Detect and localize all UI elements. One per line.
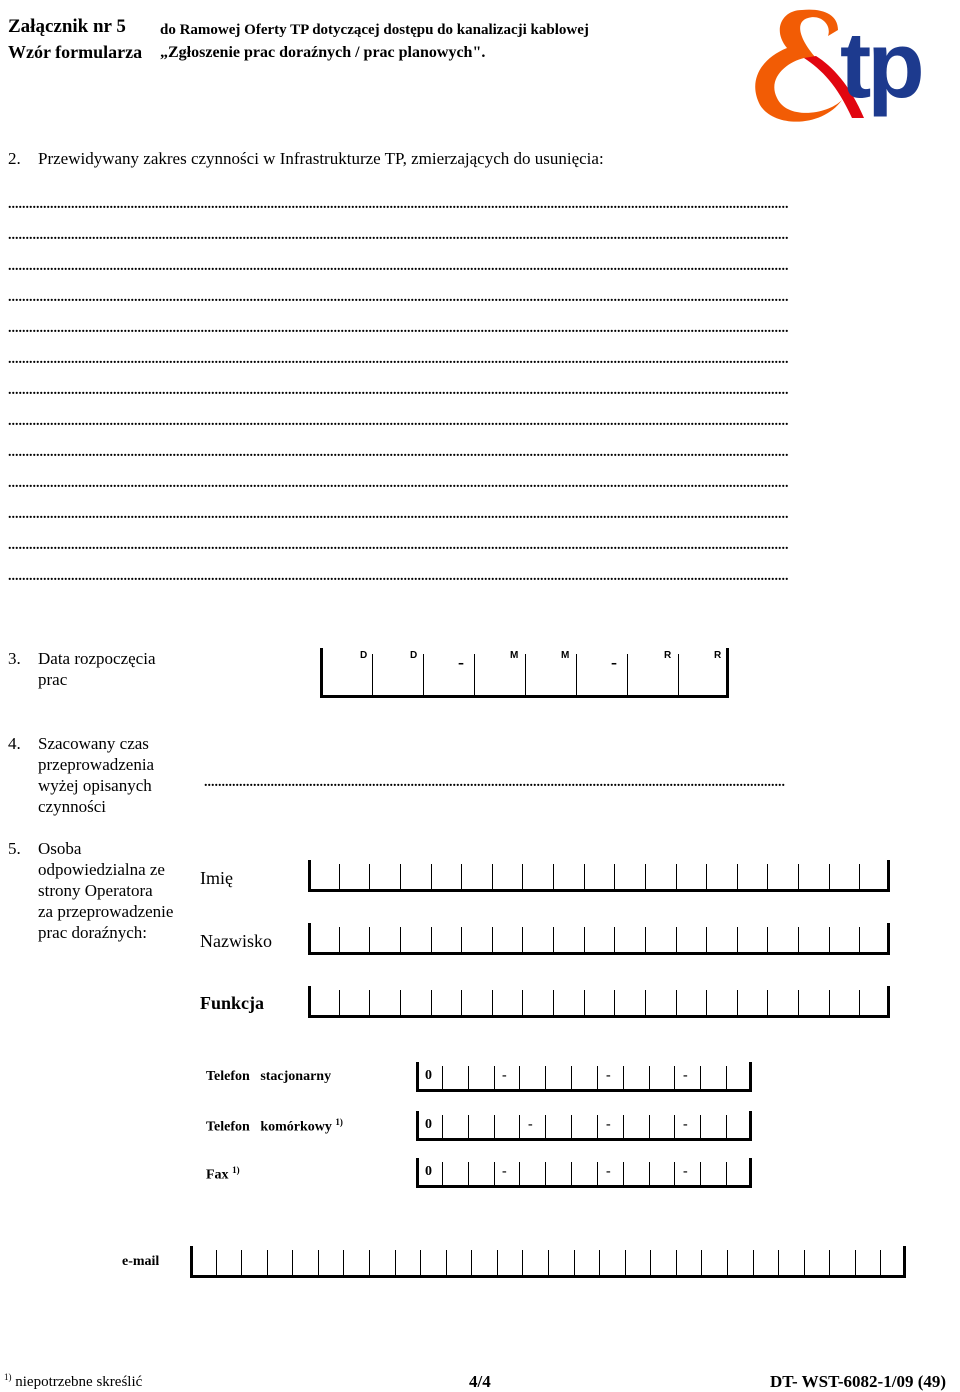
- field-cell-divider: [343, 1250, 344, 1275]
- field-cell-divider: [753, 1250, 754, 1275]
- email-field[interactable]: [190, 1246, 906, 1278]
- section4-line-3: wyżej opisanych: [38, 776, 152, 795]
- field-cell-divider: [645, 990, 646, 1015]
- field-cell-divider: [442, 1115, 443, 1138]
- dotted-line[interactable]: ...............................................................................................................................................................................................................................: [8, 260, 789, 274]
- field-cell-divider: [400, 864, 401, 889]
- section2-text: Przewidywany zakres czynności w Infrastrukturze TP, zmierzających do usunięcia:: [38, 149, 604, 168]
- section5-line-3: strony Operatora: [38, 881, 153, 900]
- field-cell-divider: [395, 1250, 396, 1275]
- field-cell-divider: [614, 927, 615, 952]
- field-cell-divider: [798, 927, 799, 952]
- footnote-mark: 1): [4, 1372, 12, 1382]
- dotted-line[interactable]: ...............................................................................................................................................................................................................................: [8, 446, 789, 460]
- field-cell-divider: [400, 927, 401, 952]
- dotted-line[interactable]: ...............................................................................................................................................................................................................................: [8, 477, 789, 491]
- field-cell-divider: [676, 864, 677, 889]
- last-name-field[interactable]: [308, 923, 890, 955]
- field-cell-divider: [649, 1162, 650, 1185]
- dotted-line[interactable]: ...............................................................................................................................................................................................................................: [8, 353, 789, 367]
- logo-text: tp: [840, 12, 921, 117]
- date-sep-2: -: [611, 652, 617, 672]
- field-cell-divider: [461, 864, 462, 889]
- field-cell-divider: [829, 990, 830, 1015]
- field-cell-divider: [571, 1066, 572, 1089]
- section4-line-2: przeprowadzenia: [38, 755, 155, 774]
- field-cell-divider: [442, 1066, 443, 1089]
- field-cell-divider: [706, 990, 707, 1015]
- field-cell-divider: [584, 990, 585, 1015]
- field-cell-divider: [804, 1250, 805, 1275]
- section3-number: 3.: [8, 649, 21, 668]
- first-name-field[interactable]: [308, 860, 890, 892]
- field-edge: [308, 860, 311, 892]
- function-field[interactable]: [308, 986, 890, 1018]
- field-edge: [749, 1111, 752, 1141]
- field-cell-divider: [553, 927, 554, 952]
- field-cell-divider: [420, 1250, 421, 1275]
- section5-number: 5.: [8, 839, 21, 858]
- field-edge: [749, 1062, 752, 1092]
- field-cell-divider: [574, 1250, 575, 1275]
- field-cell-divider: [829, 864, 830, 889]
- field-cell-divider: [737, 864, 738, 889]
- phone-mobile-footnote: 1): [335, 1117, 343, 1127]
- field-cell-divider: [519, 1066, 520, 1089]
- field-cell-divider: [767, 927, 768, 952]
- field-baseline: [416, 1138, 752, 1141]
- separator-dash: -: [502, 1068, 507, 1083]
- field-cell-divider: [494, 1115, 495, 1138]
- field-cell-divider: [623, 1115, 624, 1138]
- date-cell-d1: D: [360, 650, 368, 661]
- field-cell-divider: [492, 927, 493, 952]
- page-number: 4/4: [469, 1372, 491, 1391]
- field-cell-divider: [339, 864, 340, 889]
- document-id: DT- WST-6082-1/09 (49): [770, 1372, 947, 1391]
- field-cell-divider: [726, 1066, 727, 1089]
- field-cell-divider: [737, 990, 738, 1015]
- section5-line-1: Osoba: [38, 839, 82, 858]
- dotted-line[interactable]: ...............................................................................................................................................................................................................................: [8, 415, 789, 429]
- field-cell-divider: [241, 1250, 242, 1275]
- field-cell-divider: [267, 1250, 268, 1275]
- first-name-label: Imię: [200, 868, 233, 888]
- field-cell-divider: [519, 1162, 520, 1185]
- phone-mobile-field[interactable]: [416, 1111, 752, 1141]
- field-cell-divider: [798, 990, 799, 1015]
- field-edge: [749, 1158, 752, 1188]
- header-subtitle-1: do Ramowej Oferty TP dotyczącej dostępu do kanalizacji kablowej: [160, 22, 589, 38]
- field-cell-divider: [571, 1115, 572, 1138]
- field-cell-divider: [614, 864, 615, 889]
- field-cell-divider: [597, 1162, 598, 1185]
- field-cell-divider: [767, 864, 768, 889]
- field-cell-divider: [597, 1115, 598, 1138]
- date-cell-r1: R: [664, 650, 672, 661]
- separator-dash: -: [528, 1117, 533, 1132]
- field-cell-divider: [497, 1250, 498, 1275]
- date-cell-r2: R: [714, 650, 722, 661]
- date-sep-1: -: [458, 652, 464, 672]
- field-cell-divider: [829, 927, 830, 952]
- field-cell-divider: [468, 1066, 469, 1089]
- field-cell-divider: [649, 1066, 650, 1089]
- field-cell-divider: [645, 864, 646, 889]
- field-cell-divider: [369, 1250, 370, 1275]
- dotted-line[interactable]: ...............................................................................................................................................................................................................................: [8, 229, 789, 243]
- section4-line-1: Szacowany czas: [38, 734, 149, 753]
- dotted-line[interactable]: ...............................................................................................................................................................................................................................: [8, 322, 789, 336]
- function-label: Funkcja: [200, 993, 265, 1013]
- field-baseline: [190, 1275, 906, 1278]
- form-label: Wzór formularza: [8, 42, 143, 62]
- field-cell-divider: [492, 990, 493, 1015]
- field-cell-divider: [700, 1115, 701, 1138]
- field-cell-divider: [649, 1115, 650, 1138]
- date-cell-m1: M: [510, 650, 519, 661]
- field-cell-divider: [545, 1066, 546, 1089]
- field-cell-divider: [706, 864, 707, 889]
- footnote-text: niepotrzebne skreślić: [15, 1374, 143, 1390]
- field-cell-divider: [553, 990, 554, 1015]
- dotted-line[interactable]: ...............................................................................................................................................................................................................................: [8, 291, 789, 305]
- field-cell-divider: [676, 1250, 677, 1275]
- field-cell-divider: [859, 864, 860, 889]
- field-cell-divider: [494, 1162, 495, 1185]
- prefix-zero: 0: [425, 1117, 432, 1132]
- field-edge: [903, 1246, 906, 1278]
- field-cell-divider: [645, 927, 646, 952]
- section2-number: 2.: [8, 149, 21, 168]
- field-cell-divider: [737, 927, 738, 952]
- field-cell-divider: [492, 864, 493, 889]
- last-name-label: Nazwisko: [200, 931, 272, 951]
- tp-logo: [742, 0, 952, 130]
- field-cell-divider: [584, 927, 585, 952]
- field-cell-divider: [461, 927, 462, 952]
- field-cell-divider: [767, 990, 768, 1015]
- field-cell-divider: [548, 1250, 549, 1275]
- section4-line-4: czynności: [38, 797, 106, 816]
- field-cell-divider: [700, 1162, 701, 1185]
- field-cell-divider: [584, 864, 585, 889]
- field-cell-divider: [369, 990, 370, 1015]
- field-cell-divider: [216, 1250, 217, 1275]
- dotted-line[interactable]: ...............................................................................................................................................................................................................................: [8, 570, 789, 584]
- separator-dash: -: [683, 1164, 688, 1179]
- section5-line-2: odpowiedzialna ze: [38, 860, 165, 879]
- field-edge: [416, 1062, 419, 1092]
- field-cell-divider: [461, 990, 462, 1015]
- field-cell-divider: [400, 990, 401, 1015]
- section5-line-4: za przeprowadzenie: [38, 902, 174, 921]
- dotted-line[interactable]: ...............................................................................................................................................................................................................................: [8, 539, 789, 553]
- field-cell-divider: [522, 864, 523, 889]
- field-cell-divider: [545, 1115, 546, 1138]
- section3-label-2: prac: [38, 670, 68, 689]
- dotted-line[interactable]: ...............................................................................................................................................................................................................................: [8, 508, 789, 522]
- field-cell-divider: [339, 990, 340, 1015]
- field-cell-divider: [519, 1115, 520, 1138]
- prefix-zero: 0: [425, 1068, 432, 1083]
- separator-dash: -: [683, 1068, 688, 1083]
- annex-title: Załącznik nr 5: [8, 16, 126, 37]
- field-cell-divider: [614, 990, 615, 1015]
- section5-line-5: prac doraźnych:: [38, 923, 148, 942]
- field-baseline: [308, 1015, 890, 1018]
- date-cell-d2: D: [410, 650, 418, 661]
- field-cell-divider: [599, 1250, 600, 1275]
- footnote: [4, 1372, 142, 1391]
- field-edge: [887, 860, 890, 892]
- date-field[interactable]: [320, 648, 730, 698]
- field-edge: [416, 1158, 419, 1188]
- field-baseline: [416, 1185, 752, 1188]
- field-cell-divider: [650, 1250, 651, 1275]
- field-cell-divider: [829, 1250, 830, 1275]
- section4-number: 4.: [8, 734, 21, 753]
- field-cell-divider: [369, 864, 370, 889]
- field-baseline: [416, 1089, 752, 1092]
- separator-dash: -: [683, 1117, 688, 1132]
- field-cell-divider: [674, 1162, 675, 1185]
- fax-field[interactable]: [416, 1158, 752, 1188]
- fax-footnote: 1): [232, 1165, 240, 1175]
- field-cell-divider: [859, 927, 860, 952]
- field-cell-divider: [700, 1066, 701, 1089]
- field-cell-divider: [855, 1250, 856, 1275]
- field-cell-divider: [339, 927, 340, 952]
- field-cell-divider: [522, 1250, 523, 1275]
- field-cell-divider: [778, 1250, 779, 1275]
- field-cell-divider: [676, 927, 677, 952]
- field-cell-divider: [468, 1115, 469, 1138]
- field-cell-divider: [471, 1250, 472, 1275]
- field-cell-divider: [494, 1066, 495, 1089]
- field-cell-divider: [706, 927, 707, 952]
- field-cell-divider: [431, 927, 432, 952]
- field-edge: [887, 923, 890, 955]
- field-cell-divider: [369, 927, 370, 952]
- field-cell-divider: [545, 1162, 546, 1185]
- phone-mobile-label: [206, 1117, 343, 1136]
- date-cell-m2: M: [561, 650, 570, 661]
- field-cell-divider: [623, 1066, 624, 1089]
- field-baseline: [308, 889, 890, 892]
- field-cell-divider: [701, 1250, 702, 1275]
- fax-label: [206, 1165, 240, 1184]
- field-baseline: [308, 952, 890, 955]
- duration-dotted-line[interactable]: ......................................................................................................................................................................: [204, 776, 785, 790]
- prefix-zero: 0: [425, 1164, 432, 1179]
- field-cell-divider: [442, 1162, 443, 1185]
- field-cell-divider: [880, 1250, 881, 1275]
- fax-text: Fax: [206, 1167, 229, 1183]
- field-cell-divider: [292, 1250, 293, 1275]
- phone-fixed-field[interactable]: [416, 1062, 752, 1092]
- section3-label-1: Data rozpoczęcia: [38, 649, 156, 668]
- separator-dash: -: [606, 1068, 611, 1083]
- email-label: e-mail: [122, 1254, 160, 1269]
- field-cell-divider: [522, 927, 523, 952]
- field-edge: [887, 986, 890, 1018]
- field-cell-divider: [522, 990, 523, 1015]
- field-cell-divider: [859, 990, 860, 1015]
- dotted-line[interactable]: ...............................................................................................................................................................................................................................: [8, 384, 789, 398]
- field-cell-divider: [726, 1162, 727, 1185]
- field-cell-divider: [625, 1250, 626, 1275]
- field-edge: [308, 923, 311, 955]
- field-cell-divider: [726, 1115, 727, 1138]
- field-cell-divider: [468, 1162, 469, 1185]
- dotted-line[interactable]: ...............................................................................................................................................................................................................................: [8, 198, 789, 212]
- phone-fixed-label: Telefon stacjonarny: [206, 1069, 332, 1084]
- field-cell-divider: [676, 990, 677, 1015]
- field-edge: [190, 1246, 193, 1278]
- field-cell-divider: [571, 1162, 572, 1185]
- field-cell-divider: [318, 1250, 319, 1275]
- field-cell-divider: [798, 864, 799, 889]
- separator-dash: -: [502, 1164, 507, 1179]
- field-cell-divider: [727, 1250, 728, 1275]
- separator-dash: -: [606, 1164, 611, 1179]
- field-cell-divider: [597, 1066, 598, 1089]
- field-cell-divider: [446, 1250, 447, 1275]
- field-cell-divider: [674, 1066, 675, 1089]
- field-cell-divider: [431, 990, 432, 1015]
- field-cell-divider: [431, 864, 432, 889]
- phone-mobile-text: Telefon komórkowy: [206, 1119, 332, 1135]
- field-cell-divider: [553, 864, 554, 889]
- header-subtitle-2: „Zgłoszenie prac doraźnych / prac planowych".: [160, 44, 486, 61]
- separator-dash: -: [606, 1117, 611, 1132]
- field-cell-divider: [674, 1115, 675, 1138]
- field-edge: [416, 1111, 419, 1141]
- field-edge: [308, 986, 311, 1018]
- field-cell-divider: [623, 1162, 624, 1185]
